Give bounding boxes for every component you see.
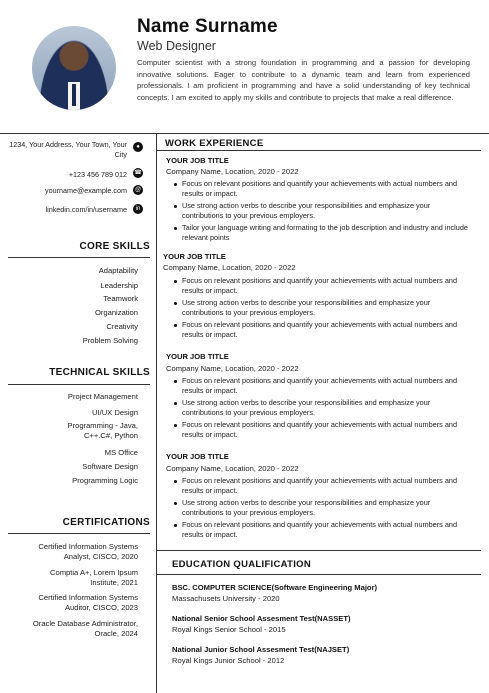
- core-skill-item: Leadership: [100, 281, 138, 290]
- education-degree: National Senior School Assesment Test(NASSET): [172, 614, 351, 623]
- core-skill-item: Teamwork: [103, 294, 138, 303]
- job-bullet: Focus on relevant positions and quantify your achievements with actual numbers and results or impact.: [174, 179, 472, 199]
- contact-address: 1234, Your Address, Your Town, Your City: [9, 140, 127, 159]
- technical-skill-item: Programming Logic: [72, 476, 138, 485]
- email-icon: @: [134, 187, 142, 193]
- certification-item: Certified Information Systems Analyst, CISCO, 2020: [38, 542, 138, 561]
- phone-icon: ☎: [134, 170, 142, 176]
- job-title: YOUR JOB TITLE: [166, 452, 229, 461]
- technical-skill-item: UI/UX Design: [91, 408, 138, 417]
- profile-summary: Computer scientist with a strong foundation in programming and a passion for developing innovative solutions. Eager to contribute to a dynamic team and learn from experienced professionals. I am proficient in programming and have a solid understanding of key technical concepts. I am excited to apply my skills and contribute to projects that make a real difference.: [137, 58, 470, 102]
- core-skill-item: Creativity: [106, 322, 138, 331]
- technical-skill-item: Programming - Java, C++.C#, Python: [67, 421, 138, 440]
- job-company: Company Name, Location, 2020 - 2022: [166, 464, 299, 473]
- job-bullets: [174, 179, 472, 245]
- job-bullets: [174, 376, 472, 442]
- column-divider: [156, 133, 157, 693]
- job-bullet: Focus on relevant positions and quantify your achievements with actual numbers and results or impact.: [174, 420, 472, 440]
- photo-tie: [72, 84, 76, 106]
- job-bullet: Use strong action verbs to describe your responsibilities and emphasize your contributions to your previous employers.: [174, 201, 472, 221]
- job-bullets: [174, 476, 472, 542]
- certifications-rule: [8, 533, 150, 534]
- job-company: Company Name, Location, 2020 - 2022: [163, 263, 296, 272]
- core-skill-item: Organization: [94, 308, 138, 317]
- job-company: Company Name, Location, 2020 - 2022: [166, 167, 299, 176]
- education-degree: National Junior School Assesment Test(NAJSET): [172, 645, 350, 654]
- education-top-rule: [157, 550, 481, 551]
- job-bullet: Tailor your language writing and formating to the job description and industry and include relevant points: [174, 223, 472, 243]
- header-divider: [0, 133, 489, 134]
- job-title: YOUR JOB TITLE: [166, 352, 229, 361]
- location-icon: ●: [133, 142, 143, 152]
- work-experience-heading: WORK EXPERIENCE: [165, 138, 264, 149]
- certification-item: Oracle Database Administrator, Oracle, 2024: [32, 619, 138, 638]
- job-title: YOUR JOB TITLE: [166, 156, 229, 165]
- job-company: Company Name, Location, 2020 - 2022: [166, 364, 299, 373]
- job-bullet: Focus on relevant positions and quantify your achievements with actual numbers and results or impact.: [174, 520, 472, 540]
- job-bullet: Focus on relevant positions and quantify your achievements with actual numbers and results or impact.: [174, 276, 472, 296]
- education-school: Massachusets University - 2020: [172, 594, 280, 603]
- certifications-heading: CERTIFICATIONS: [62, 517, 150, 528]
- job-bullet: Use strong action verbs to describe your responsibilities and emphasize your contributions to your previous employers.: [174, 298, 472, 318]
- job-bullet: Use strong action verbs to describe your responsibilities and emphasize your contributions to your previous employers.: [174, 398, 472, 418]
- core-skill-item: Problem Solving: [82, 336, 138, 345]
- education-school: Royal Kings Senior School - 2015: [172, 625, 286, 634]
- job-bullet: Focus on relevant positions and quantify your achievements with actual numbers and results or impact.: [174, 320, 472, 340]
- work-experience-rule: [157, 150, 481, 151]
- job-title: YOUR JOB TITLE: [163, 252, 226, 261]
- contact-linkedin[interactable]: linkedin.com/in/username: [45, 205, 127, 214]
- linkedin-icon: in: [133, 204, 143, 214]
- core-skills-rule: [8, 257, 150, 258]
- candidate-name: Name Surname: [137, 16, 278, 37]
- technical-skill-item: MS Office: [104, 448, 138, 457]
- education-school: Royal Kings Junior School - 2012: [172, 656, 285, 665]
- profile-photo: [32, 26, 116, 110]
- technical-skills-rule: [8, 384, 150, 385]
- core-skill-item: Adaptability: [98, 266, 138, 275]
- contact-phone: +123 456 789 012: [68, 170, 127, 179]
- technical-skill-item: Software Design: [82, 462, 138, 471]
- technical-skills-heading: TECHNICAL SKILLS: [49, 367, 150, 378]
- job-bullet: Use strong action verbs to describe your responsibilities and emphasize your contributions to your previous employers.: [174, 498, 472, 518]
- technical-skill-item: Project Management: [67, 392, 138, 401]
- contact-email[interactable]: yourname@example.com: [45, 186, 127, 195]
- education-rule: [157, 574, 481, 575]
- core-skills-heading: CORE SKILLS: [79, 241, 150, 252]
- certification-item: Certified Information Systems Auditor, CISCO, 2023: [38, 593, 138, 612]
- job-bullet: Focus on relevant positions and quantify your achievements with actual numbers and results or impact.: [174, 376, 472, 396]
- education-degree: BSC. COMPUTER SCIENCE(Software Engineering Major): [172, 583, 378, 592]
- certification-item: Comptia A+, Lorem Ipsum Institute, 2021: [50, 568, 138, 587]
- education-heading: EDUCATION QUALIFICATION: [172, 559, 312, 570]
- job-bullets: [174, 276, 472, 342]
- candidate-role: Web Designer: [137, 39, 216, 53]
- job-bullet: Focus on relevant positions and quantify your achievements with actual numbers and results or impact.: [174, 476, 472, 496]
